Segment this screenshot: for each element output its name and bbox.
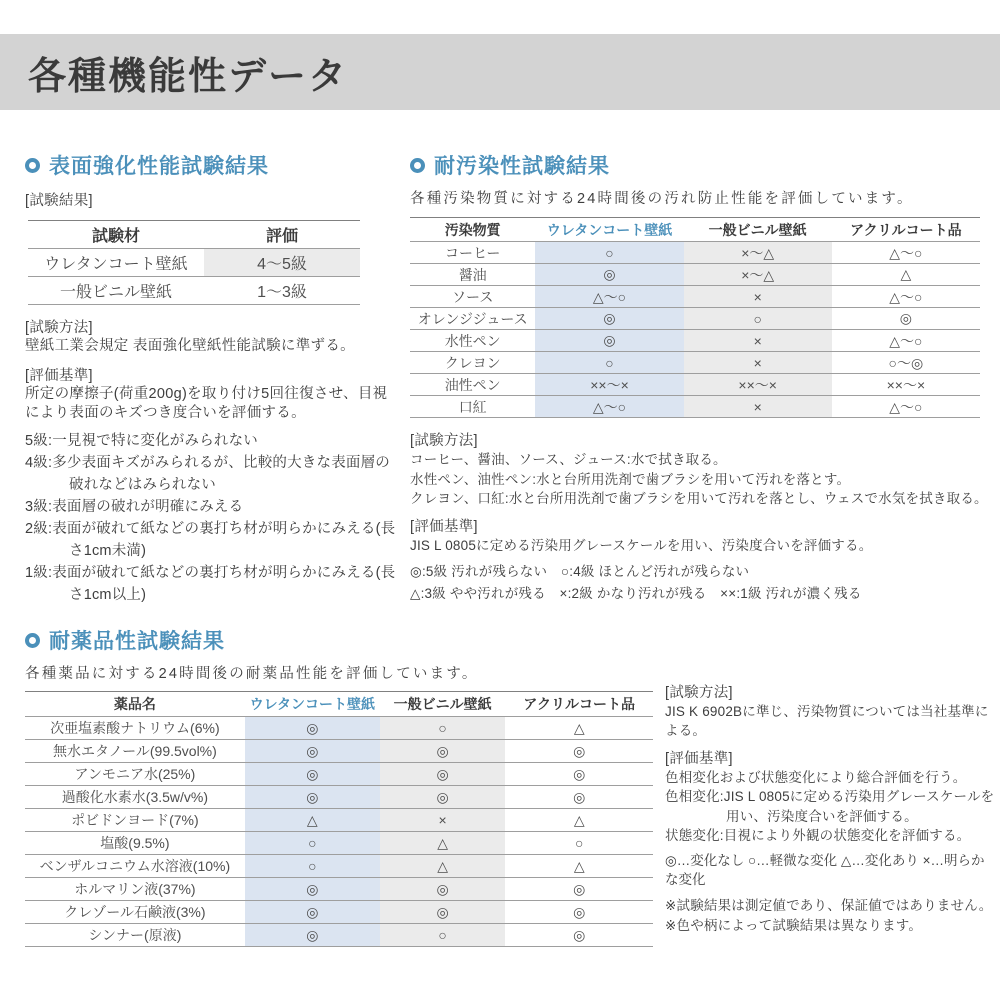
table-header-row xyxy=(25,692,653,717)
chem-disclaimers xyxy=(665,896,997,935)
stain-criteria-label: [評価基準] xyxy=(410,519,478,536)
chemical-cell: クレゾール石鹸液(3%) xyxy=(64,904,206,920)
table-row xyxy=(410,374,980,396)
acrylic-rating-cell: ◎ xyxy=(573,788,586,805)
vinyl-rating-cell: △ xyxy=(380,855,506,878)
table-row xyxy=(410,308,980,330)
substance-cell: 水性ペン xyxy=(444,332,501,349)
table-row xyxy=(25,855,653,878)
table-row xyxy=(25,786,653,809)
stain-heading-text: 耐汚染性試験結果 xyxy=(434,155,610,178)
column-header-vinyl: 一般ビニル壁紙 xyxy=(708,221,807,238)
table-row xyxy=(25,901,653,924)
substance-cell: クレヨン xyxy=(444,354,501,371)
urethane-rating-cell: ◎ xyxy=(245,878,380,901)
surface-result-table xyxy=(28,220,360,305)
chem-criteria-line: 色相変化および状態変化により総合評価を行う。 xyxy=(665,770,967,786)
surface-criteria-text: 所定の摩擦子(荷重200g)を取り付け5回往復させ、目視により表面のキズつき度合いを評価する。 xyxy=(25,385,388,422)
table-row xyxy=(25,924,653,947)
chemical-heading-text: 耐薬品性試験結果 xyxy=(49,630,225,653)
acrylic-rating-cell: ◎ xyxy=(573,765,586,782)
substance-cell: 醤油 xyxy=(458,266,487,283)
surface-method-text: 壁紙工業会規定 表面強化壁紙性能試験に準ずる。 xyxy=(25,338,355,354)
vinyl-rating-cell: ◎ xyxy=(380,740,506,763)
column-header-chemical: 薬品名 xyxy=(113,696,156,712)
chemical-cell: アンモニア水(25%) xyxy=(74,766,196,782)
grade-item: 5級:一見視で特に変化がみられない xyxy=(25,432,258,449)
section-chemical-resistance xyxy=(25,627,665,947)
column-header-material: 試験材 xyxy=(91,228,140,245)
vinyl-rating-cell: ◎ xyxy=(380,901,506,924)
chemical-cell: 塩酸(9.5%) xyxy=(100,835,170,851)
chem-disclaimer: ※試験結果は測定値であり、保証値ではありません。 xyxy=(665,898,993,914)
table-header-row xyxy=(28,221,360,249)
vinyl-rating-cell: × xyxy=(684,396,832,418)
chem-criteria-label: [評価基準] xyxy=(665,751,733,768)
grade-item: 2級:表面が破れて紙などの裏打ち材が明らかにみえる(長さ1cm未満) xyxy=(25,520,396,559)
acrylic-rating-cell: △〜○ xyxy=(889,244,923,261)
vinyl-rating-cell: ◎ xyxy=(380,878,506,901)
material-cell: ウレタンコート壁紙 xyxy=(44,256,188,273)
acrylic-rating-cell: ◎ xyxy=(899,310,912,326)
surface-criteria-label: [評価基準] xyxy=(25,367,93,384)
chem-criteria-line: 状態変化:目視により外観の状態変化を評価する。 xyxy=(665,827,971,843)
urethane-rating-cell: △〜○ xyxy=(535,286,683,308)
section-stain-resistance xyxy=(410,152,988,605)
table-row xyxy=(410,330,980,352)
table-row xyxy=(410,286,980,308)
chem-legend: ◎…変化なし ○…軽微な変化 △…変化あり ×…明らかな変化 xyxy=(665,852,985,888)
surface-section-heading xyxy=(25,152,397,178)
chemical-result-table xyxy=(25,691,653,947)
acrylic-rating-cell: △〜○ xyxy=(889,288,923,305)
urethane-rating-cell: ○ xyxy=(245,832,380,855)
column-header-acrylic: アクリルコート品 xyxy=(850,221,962,238)
stain-method-line: コーヒー、醤油、ソース、ジュース:水で拭き取る。 xyxy=(410,452,727,467)
urethane-rating-cell: ◎ xyxy=(535,264,683,286)
table-row xyxy=(25,763,653,786)
vinyl-rating-cell: ◎ xyxy=(380,786,506,809)
stain-result-table xyxy=(410,217,980,418)
table-row xyxy=(410,264,980,286)
surface-method-label: [試験方法] xyxy=(25,320,93,336)
urethane-rating-cell: ○ xyxy=(535,352,683,374)
acrylic-rating-cell: ◎ xyxy=(573,880,586,897)
chemical-cell: 過酸化水素水(3.5w/v%) xyxy=(61,789,209,805)
vinyl-rating-cell: ×〜△ xyxy=(684,264,832,286)
urethane-rating-cell: ◎ xyxy=(535,308,683,330)
chemical-section-heading xyxy=(25,627,665,653)
section-surface-strength xyxy=(25,152,397,606)
vinyl-rating-cell: ◎ xyxy=(380,763,506,786)
vinyl-rating-cell: ×〜△ xyxy=(684,242,832,264)
vinyl-rating-cell: × xyxy=(684,286,832,308)
stain-section-heading xyxy=(410,152,988,178)
table-row xyxy=(28,277,360,305)
vinyl-rating-cell: × xyxy=(380,809,506,832)
acrylic-rating-cell: ○ xyxy=(574,835,584,851)
acrylic-rating-cell: △〜○ xyxy=(889,398,923,415)
table-row xyxy=(410,352,980,374)
table-row xyxy=(25,809,653,832)
substance-cell: 油性ペン xyxy=(444,376,501,393)
acrylic-rating-cell: ○〜◎ xyxy=(888,354,924,371)
header-banner xyxy=(0,34,1000,110)
urethane-rating-cell: ○ xyxy=(535,242,683,264)
grade-list xyxy=(25,430,397,606)
vinyl-rating-cell: ××〜× xyxy=(684,374,832,396)
chem-disclaimer: ※色や柄によって試験結果は異なります。 xyxy=(665,917,923,933)
chemical-cell: 無水エタノール(99.5vol%) xyxy=(53,743,217,759)
column-header-substance: 汚染物質 xyxy=(444,221,501,238)
stain-method-label: [試験方法] xyxy=(410,433,478,449)
urethane-rating-cell: ◎ xyxy=(245,740,380,763)
chemical-cell: シンナー(原液) xyxy=(88,927,182,943)
stain-criteria-text: JIS L 0805に定める汚染用グレースケールを用い、汚染度合いを評価する。 xyxy=(410,538,873,554)
stain-legend-line: △:3級 やや汚れが残る ×:2級 かなり汚れが残る ××:1級 汚れが濃く残る xyxy=(410,586,862,602)
substance-cell: 口紅 xyxy=(458,398,487,415)
acrylic-rating-cell: △ xyxy=(573,811,585,828)
stain-method-line: クレヨン、口紅:水と台所用洗剤で歯ブラシを用いて汚れを落とし、ウェスで水気を拭き取る。 xyxy=(410,491,988,507)
column-header-urethane: ウレタンコート壁紙 xyxy=(249,696,376,712)
surface-result-label: [試験結果] xyxy=(25,193,93,209)
circle-bullet-icon xyxy=(25,158,40,173)
table-row xyxy=(25,740,653,763)
vinyl-rating-cell: ○ xyxy=(380,924,506,947)
vinyl-rating-cell: ○ xyxy=(684,308,832,330)
vinyl-rating-cell: × xyxy=(684,330,832,352)
table-header-row xyxy=(410,218,980,242)
urethane-rating-cell: ◎ xyxy=(245,763,380,786)
chem-criteria-lines xyxy=(665,768,997,845)
acrylic-rating-cell: ◎ xyxy=(573,926,586,943)
table-row xyxy=(25,717,653,740)
vinyl-rating-cell: ○ xyxy=(380,717,506,740)
table-row xyxy=(28,249,360,277)
chemical-cell: ポビドンヨード(7%) xyxy=(71,812,199,828)
chem-method-text: JIS K 6902Bに準じ、汚染物質については当社基準による。 xyxy=(665,704,989,739)
surface-heading-text: 表面強化性能試験結果 xyxy=(49,155,269,178)
substance-cell: ソース xyxy=(452,288,494,305)
grade-item: 3級:表面層の破れが明確にみえる xyxy=(25,498,244,515)
rating-cell: 4〜5級 xyxy=(204,249,360,277)
urethane-rating-cell: ◎ xyxy=(245,901,380,924)
acrylic-rating-cell: △ xyxy=(573,857,585,874)
chem-criteria-line: 色相変化:JIS L 0805に定める汚染用グレースケールを用い、汚染度合いを評価する。 xyxy=(665,789,995,824)
stain-intro-text: 各種汚染物質に対する24時間後の汚れ防止性能を評価しています。 xyxy=(410,191,914,207)
urethane-rating-cell: ××〜× xyxy=(535,374,683,396)
stain-legend-line: ◎:5級 汚れが残らない ○:4級 ほとんど汚れが残らない xyxy=(410,563,750,579)
acrylic-rating-cell: △ xyxy=(900,266,912,282)
acrylic-rating-cell: ××〜× xyxy=(886,376,926,393)
column-header-acrylic: アクリルコート品 xyxy=(523,696,635,712)
urethane-rating-cell: ◎ xyxy=(535,330,683,352)
substance-cell: オレンジジュース xyxy=(417,310,528,327)
acrylic-rating-cell: ◎ xyxy=(573,903,586,920)
acrylic-rating-cell: ◎ xyxy=(573,742,586,759)
rating-cell: 1〜3級 xyxy=(257,284,307,301)
grade-item: 1級:表面が破れて紙などの裏打ち材が明らかにみえる(長さ1cm以上) xyxy=(25,564,396,603)
column-header-vinyl: 一般ビニル壁紙 xyxy=(393,696,492,712)
urethane-rating-cell: ○ xyxy=(245,855,380,878)
material-cell: 一般ビニル壁紙 xyxy=(59,284,172,301)
urethane-rating-cell: △ xyxy=(245,809,380,832)
circle-bullet-icon xyxy=(410,158,425,173)
urethane-rating-cell: ◎ xyxy=(245,717,380,740)
acrylic-rating-cell: △〜○ xyxy=(889,332,923,349)
vinyl-rating-cell: × xyxy=(684,352,832,374)
chemical-cell: ホルマリン液(37%) xyxy=(74,881,196,897)
page-title: 各種機能性データ xyxy=(28,55,349,98)
grade-item: 4級:多少表面キズがみられるが、比較的大きな表面層の破れなどはみられない xyxy=(25,454,391,493)
chemical-cell: ベンザルコニウム水溶液(10%) xyxy=(39,858,231,874)
table-row xyxy=(25,878,653,901)
stain-legend xyxy=(410,561,988,606)
column-header-rating: 評価 xyxy=(265,228,298,245)
table-row xyxy=(410,242,980,264)
chemical-cell: 次亜塩素酸ナトリウム(6%) xyxy=(50,720,220,736)
stain-method-line: 水性ペン、油性ペン:水と台所用洗剤で歯ブラシを用いて汚れを落とす。 xyxy=(410,471,851,487)
vinyl-rating-cell: △ xyxy=(380,832,506,855)
stain-method-lines xyxy=(410,450,988,509)
urethane-rating-cell: △〜○ xyxy=(535,396,683,418)
acrylic-rating-cell: △ xyxy=(573,719,585,736)
table-row xyxy=(410,396,980,418)
urethane-rating-cell: ◎ xyxy=(245,924,380,947)
urethane-rating-cell: ◎ xyxy=(245,786,380,809)
circle-bullet-icon xyxy=(25,633,40,648)
substance-cell: コーヒー xyxy=(444,244,501,261)
column-header-urethane: ウレタンコート壁紙 xyxy=(546,221,673,238)
chemical-intro-text: 各種薬品に対する24時間後の耐薬品性能を評価しています。 xyxy=(25,666,479,682)
chem-method-label: [試験方法] xyxy=(665,685,733,701)
chemical-notes xyxy=(665,681,997,935)
table-row xyxy=(25,832,653,855)
